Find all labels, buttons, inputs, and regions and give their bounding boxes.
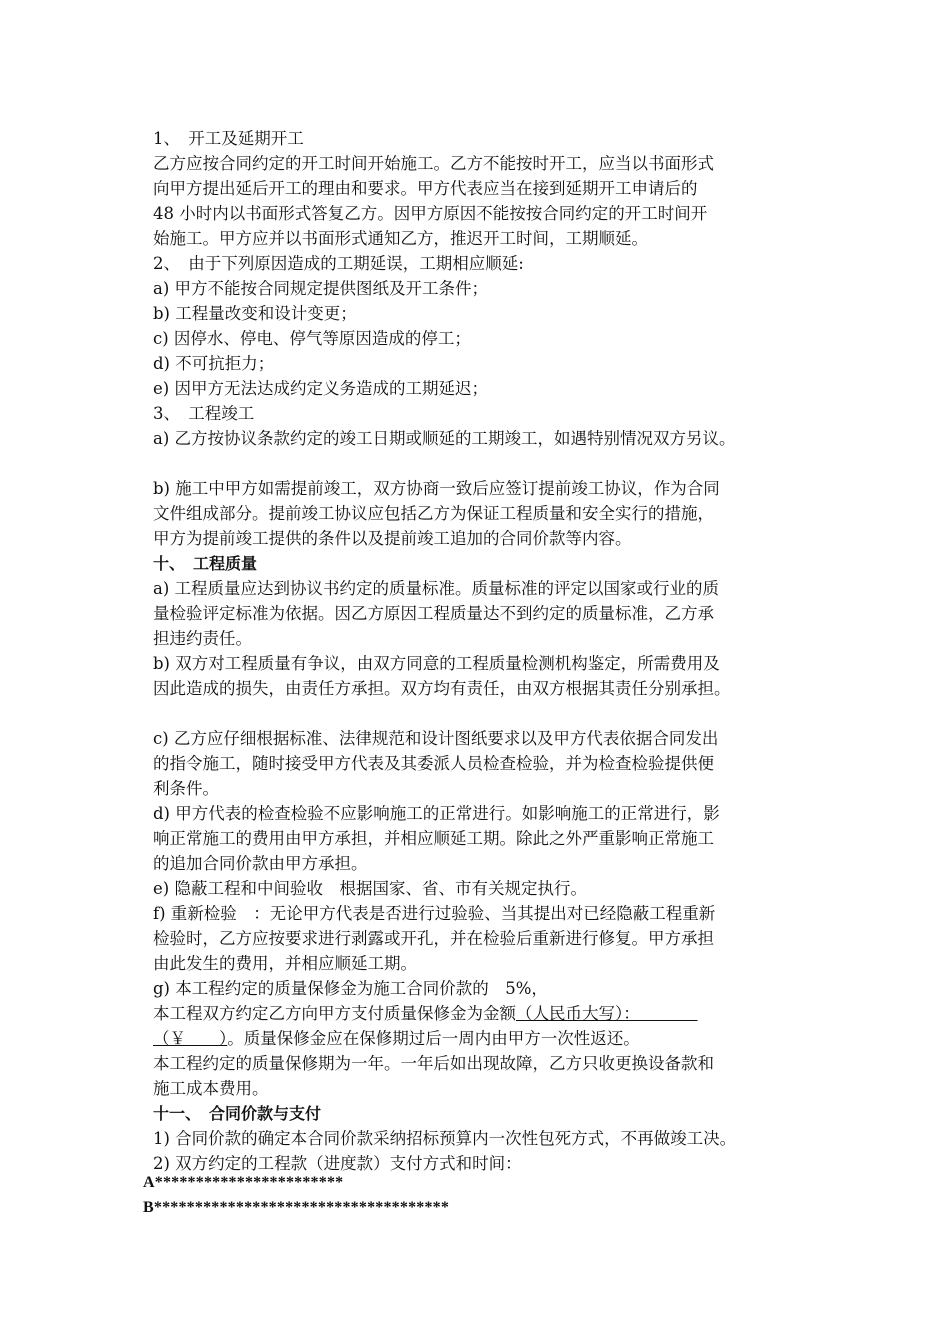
text-line: [153, 528, 632, 550]
text-line: [153, 1053, 714, 1075]
text-line: [153, 1153, 522, 1175]
text-span: e) 隐蔽工程和中间验收 根据国家、省、市有关规定执行。: [153, 879, 587, 898]
text-line: [153, 178, 698, 200]
text-span: a) 工程质量应达到协议书约定的质量标准。质量标准的评定以国家或行业的质: [153, 579, 720, 598]
text-line: [153, 653, 720, 675]
text-span: 响正常施工的费用由甲方承担，并相应顺延工期。除此之外严重影响正常施工: [153, 829, 714, 848]
text-line: [153, 878, 587, 900]
text-line: [153, 1003, 698, 1025]
text-span: 甲方为提前竣工提供的条件以及提前竣工追加的合同价款等内容。: [153, 529, 632, 548]
text-span: b) 工程量改变和设计变更；: [153, 304, 357, 323]
text-line: [153, 303, 357, 325]
text-line: [153, 578, 719, 600]
text-line: [153, 903, 715, 925]
text-line: [153, 478, 720, 500]
text-line: [153, 353, 274, 375]
text-span: c) 因停水、停电、停气等原因造成的停工；: [153, 329, 471, 348]
text-span: 3、 工程竣工: [153, 404, 255, 423]
text-line: [153, 378, 488, 400]
text-span: c) 乙方应仔细根据标准、法律规范和设计图纸要求以及甲方代表依据合同发出: [153, 729, 719, 748]
text-line: [153, 828, 714, 850]
text-span: 文件组成部分。提前竣工协议应包括乙方为保证工程质量和安全实行的措施，: [153, 504, 714, 523]
text-span: a) 甲方不能按合同规定提供图纸及开工条件；: [153, 279, 489, 298]
text-span: f) 重新检验 ：无论甲方代表是否进行过验验、当其提出对已经隐蔽工程重新: [153, 904, 716, 923]
text-span: b) 双方对工程质量有争议，由双方同意的工程质量检测机构鉴定，所需费用及: [153, 654, 720, 673]
text-line: [153, 128, 304, 150]
text-line: [153, 753, 714, 775]
text-line: [153, 803, 720, 825]
text-span: 48 小时内以书面形式答复乙方。因甲方原因不能按按合同约定的开工时间开: [153, 204, 708, 223]
text-span: 向甲方提出延后开工的理由和要求。甲方代表应当在接到延期开工申请后的: [153, 179, 698, 198]
text-span: 十一、 合同价款与支付: [153, 1104, 322, 1123]
text-line: [153, 853, 368, 875]
underlined-amount: （￥ ）: [153, 1029, 228, 1048]
text-line: [153, 253, 524, 275]
text-span: 量检验评定标准为依据。因乙方原因工程质量达不到约定的质量标准，乙方承: [153, 604, 714, 623]
text-span: 始施工。甲方应并以书面形式通知乙方，推迟开工时间，工期顺延。: [153, 229, 648, 248]
text-span: 施工成本费用。: [153, 1079, 269, 1098]
text-line: [153, 778, 219, 800]
text-span: 乙方应按合同约定的开工时间开始施工。乙方不能按时开工，应当以书面形式: [153, 154, 714, 173]
text-span: 1、 开工及延期开工: [153, 129, 304, 148]
text-span: 担违约责任。: [153, 629, 252, 648]
text-span: d) 不可抗拒力；: [153, 354, 275, 373]
text-line: [153, 428, 736, 450]
text-span: 十、 工程质量: [153, 554, 258, 573]
placeholder-line: A***********************: [143, 1174, 344, 1191]
text-line: [153, 603, 714, 625]
text-span: 的指令施工，随时接受甲方代表及其委派人员检查检验，并为检查检验提供便: [153, 754, 714, 773]
text-line: [153, 328, 471, 350]
text-line: [153, 1078, 269, 1100]
text-line: [153, 1028, 640, 1050]
text-line: [153, 678, 731, 700]
section-heading: [153, 1103, 321, 1125]
text-span: 。质量保修金应在保修期过后一周内由甲方一次性返还。: [227, 1029, 640, 1048]
text-span: 1) 合同价款的确定本合同价款采纳招标预算内一次性包死方式，不再做竣工决。: [153, 1129, 737, 1148]
text-span: g) 本工程约定的质量保修金为施工合同价款的 5%，: [153, 979, 548, 998]
text-span: 的追加合同价款由甲方承担。: [153, 854, 368, 873]
text-line: [153, 728, 718, 750]
text-span: b) 施工中甲方如需提前竣工，双方协商一致后应签订提前竣工协议，作为合同: [153, 479, 720, 498]
text-line: [153, 203, 707, 225]
text-line: [153, 953, 417, 975]
text-span: 检验时，乙方应按要求进行剥露或开孔，并在检验后重新进行修复。甲方承担: [153, 929, 714, 948]
text-span: 2、 由于下列原因造成的工期延误，工期相应顺延:: [153, 254, 524, 273]
text-line: [153, 403, 254, 425]
text-line: [153, 153, 714, 175]
text-span: 由此发生的费用，并相应顺延工期。: [153, 954, 417, 973]
text-line: [153, 503, 714, 525]
underlined-blank: （人民币大写）：: [516, 1004, 698, 1023]
text-span: d) 甲方代表的检查检验不应影响施工的正常进行。如影响施工的正常进行，影: [153, 804, 720, 823]
text-line: [153, 978, 548, 1000]
text-span: 利条件。: [153, 779, 219, 798]
text-span: 2) 双方约定的工程款（进度款）支付方式和时间：: [153, 1154, 522, 1173]
text-span: 本工程约定的质量保修期为一年。一年后如出现故障，乙方只收更换设备款和: [153, 1054, 714, 1073]
text-line: [153, 278, 488, 300]
text-line: [153, 228, 648, 250]
text-span: a) 乙方按协议条款约定的竣工日期或顺延的工期竣工，如遇特别情况双方另议。: [153, 429, 736, 448]
section-heading: [153, 553, 257, 575]
text-span: e) 因甲方无法达成约定义务造成的工期延迟；: [153, 379, 488, 398]
placeholder-line: B************************************: [143, 1199, 450, 1216]
text-line: [153, 928, 714, 950]
text-span: 因此造成的损失，由责任方承担。双方均有责任，由双方根据其责任分别承担。: [153, 679, 731, 698]
text-line: [153, 628, 252, 650]
text-line: [153, 1128, 736, 1150]
text-span: 本工程双方约定乙方向甲方支付质量保修金为金额: [153, 1004, 516, 1023]
